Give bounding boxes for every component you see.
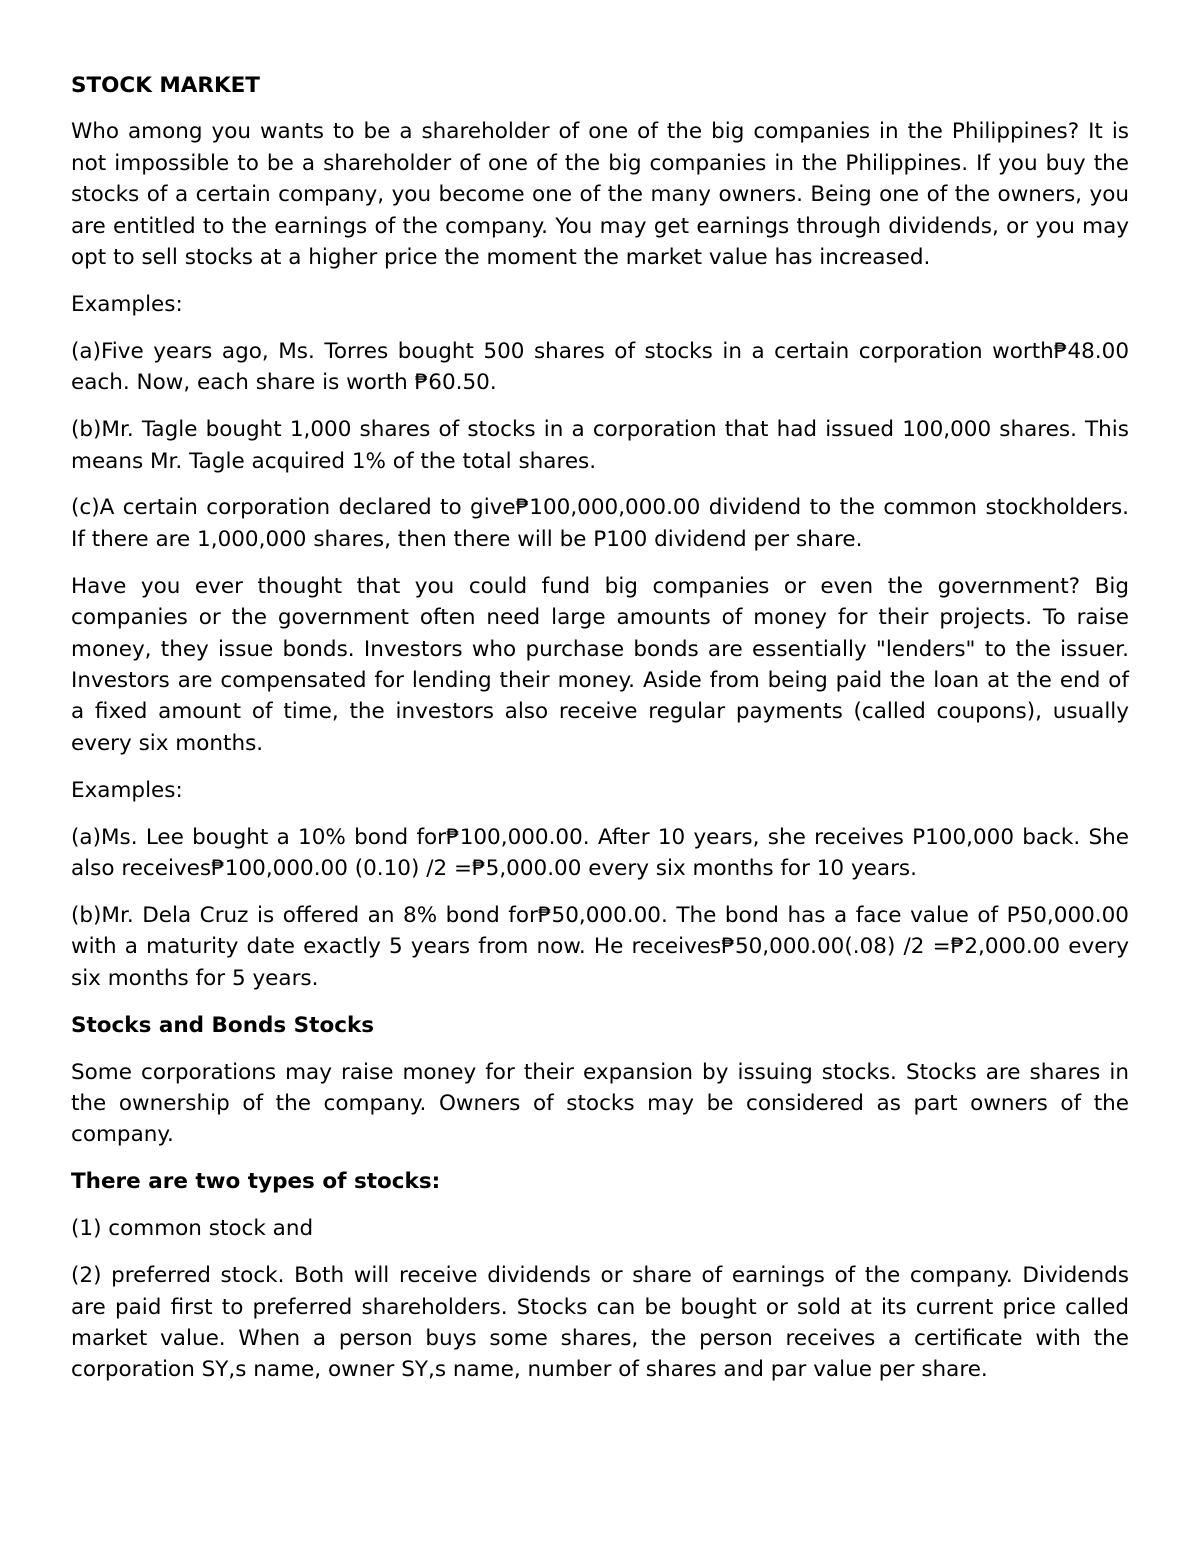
bonds-paragraph: Have you ever thought that you could fund big companies or even the government? Big companies or the government often need large amounts of money for their projects. To raise money, they issue bonds. Investors who purchase bonds are essentially "lenders" to the issuer. Investors are compensated for lending their money. Aside from being paid the loan at the end of a fixed amount of time, the investors also receive regular payments (called coupons), usually every six months. [71, 573, 1129, 756]
stock-type-2: (2) preferred stock. Both will receive dividends or share of earnings of the company. Dividends are paid first to preferred shareholders. Stocks can be bought or sold at its current price called market value. When a person buys some shares, the person receives a certificate with the corporation SY,s name, owner SY,s name, number of shares and par value per share. [71, 1263, 1129, 1383]
intro-paragraph: Who among you wants to be a shareholder of one of the big companies in the Philippines? It is not impossible to be a shareholder of one of the big companies in the Philippines. If you buy the stocks of a certain company, you become one of the many owners. Being one of the owners, you are entitled to the earnings of the company. You may get earnings through dividends, or you may opt to sell stocks at a higher price the moment the market value has increased. [71, 119, 1129, 271]
section-heading: Stocks and Bonds Stocks [71, 1012, 375, 1038]
stock-example-a: (a)Five years ago, Ms. Torres bought 500 shares of stocks in a certain corporation worth₱48.00 each. Now, each share is worth ₱60.50. [71, 338, 1129, 396]
stock-example-c: (c)A certain corporation declared to give₱100,000,000.00 dividend to the common stockholders. If there are 1,000,000 shares, then there will be P100 dividend per share. [71, 495, 1129, 552]
section-paragraph: Some corporations may raise money for their expansion by issuing stocks. Stocks are shares in the ownership of the company. Owners of stocks may be considered as part owners of the company. [71, 1059, 1129, 1148]
bond-example-b: (b)Mr. Dela Cruz is offered an 8% bond for₱50,000.00. The bond has a face value of P50,000.00 with a maturity date exactly 5 years from now. He receives₱50,000.00(.08) /2 =₱2,000.00 every six months for 5 years. [71, 902, 1129, 991]
document-title: STOCK MARKET [71, 73, 260, 98]
stock-example-b: (b)Mr. Tagle bought 1,000 shares of stocks in a corporation that had issued 100,000 shares. This means Mr. Tagle acquired 1% of the total shares. [71, 417, 1129, 474]
stock-type-1: (1) common stock and [71, 1216, 314, 1242]
types-heading: There are two types of stocks: [71, 1169, 441, 1195]
bond-example-a: (a)Ms. Lee bought a 10% bond for₱100,000.00. After 10 years, she receives P100,000 back. She also receives₱100,000.00 (0.10) /2 =₱5,000.00 every six months for 10 years. [71, 824, 1129, 882]
document-page [71, 70, 1129, 1401]
examples-label: Examples: [71, 291, 183, 317]
examples-label: Examples: [71, 777, 183, 803]
